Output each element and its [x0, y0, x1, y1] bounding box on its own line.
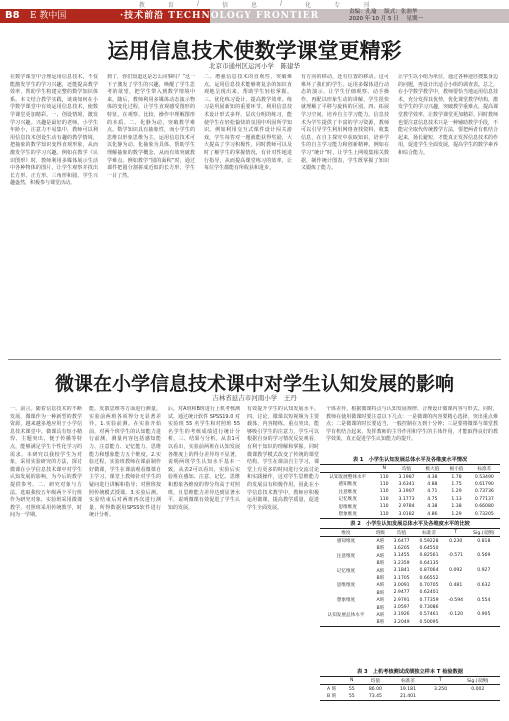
table-cell: 3.1841 [393, 568, 410, 574]
table-cell: 3.2359 [393, 560, 410, 566]
table-cell: 认知发展整体水平 [329, 475, 367, 481]
table-cell [468, 574, 500, 581]
table-cell: 1.29 [444, 510, 468, 518]
table-cell: 4.75 [427, 496, 438, 502]
table-cell: 0.230 [449, 538, 463, 544]
header-decoration-letters [0, 0, 509, 8]
table1-header-cell [320, 465, 375, 473]
table-cell: B 班 [320, 693, 343, 701]
table-cell: 想象维度 [320, 510, 375, 518]
table-cell: 认知发展总体水平 [327, 612, 365, 618]
table-cell: 感知维度 [336, 539, 356, 545]
table-cell: 0.66552 [419, 575, 439, 581]
table-cell [320, 619, 372, 627]
table-row [320, 589, 500, 596]
table-cell: 4.88 [427, 481, 438, 487]
table-row [320, 604, 500, 611]
table1-header-cell: 极大值 [420, 465, 444, 473]
table-cell [444, 604, 468, 611]
table-row [320, 693, 500, 701]
table-cell: 2.9477 [393, 590, 410, 596]
designer-credit: 版式：张润华 [384, 9, 418, 15]
table-cell: 1.13 [451, 496, 462, 502]
table-row [320, 552, 500, 559]
table-cell: 注意维度 [338, 489, 357, 495]
table-cell: 思维维度 [338, 504, 357, 510]
table-cell: 55 [348, 686, 355, 692]
table-cell: 0.002 [471, 686, 485, 692]
table-cell: 记忆维度 [338, 497, 357, 503]
table-cell: 2.9784 [398, 504, 415, 510]
table-cell [320, 574, 372, 581]
table-cell: A班 [376, 568, 385, 574]
table-cell [468, 604, 500, 611]
table-row [320, 567, 500, 574]
table-cell: 19.181 [399, 686, 417, 692]
table-cell [468, 560, 500, 567]
header-letter: 育 [167, 2, 175, 9]
table-cell [444, 545, 468, 552]
table-cell: 想象维度 [336, 598, 356, 604]
table-cell: 3.0597 [393, 605, 410, 611]
table-cell: 21.401 [390, 693, 425, 701]
table3-header-cell: T [426, 677, 456, 685]
table3-caption: 表 3 上机考核测试成绩独立样本 T 检验数据 [357, 669, 463, 675]
table-cell: 0.64135 [419, 560, 439, 566]
table-cell: 110 [379, 474, 389, 480]
article2-column: 后，对A班和B班进行上机考核测试。通过统计软件 SPSS19.0 对实验班 55 名学生和对照班 55 名学生的考核成绩进行统计分析。三、结果与分析。从表1可以看出，实验前两班在认知发展各维度上的得分差异均不显著，说明两班学生认知水平基本一致。从表2可以看出，实验后实验班在感知、注意、记忆、思维和想象各维度的得分均高于对照班，且思维能力差异达到显著水平，说明微课有效促进了学生认知的发展。 [168, 406, 240, 511]
table-row [320, 560, 500, 567]
table-cell: 1.75 [451, 481, 462, 487]
table-row [320, 510, 500, 518]
table-cell: 0.50095 [414, 619, 443, 627]
table-cell: -0.594 [448, 597, 464, 603]
table1-header-cell: N [375, 465, 392, 473]
table-cell: B班 [372, 619, 389, 627]
column-title: ·技术前沿 TECHNOLOGY FRONTIER [120, 11, 320, 21]
table-cell: 1.38 [451, 504, 462, 510]
table-cell: 3.6477 [393, 538, 410, 544]
table-cell: 0.82561 [419, 553, 439, 559]
table-cell [444, 589, 468, 596]
table-cell: 0.632 [477, 582, 491, 588]
page-number: B8 [5, 10, 20, 21]
table-cell [320, 545, 372, 552]
table1-header-row [320, 465, 500, 473]
table-cell: 0.905 [477, 612, 491, 618]
table-cell: 0.481 [449, 582, 463, 588]
table-row [320, 597, 500, 604]
table-row [320, 574, 500, 581]
table-cell: 110 [379, 504, 389, 510]
table-cell: 3.1773 [398, 496, 415, 502]
table-cell [468, 589, 500, 596]
table-cell: 55 [343, 693, 360, 701]
table1-header-cell: 均值 [393, 465, 420, 473]
header-letter: 息 [250, 2, 258, 9]
table1-caption: 表 1 小学生认知发展总体水平及各维度水平情况 [352, 457, 468, 463]
table-cell: 0.62401 [419, 590, 439, 596]
table-cell: 思维维度 [336, 583, 356, 589]
table-cell: 73.45 [360, 693, 390, 701]
table-cell: 3.2049 [389, 619, 415, 627]
editor-credit: 责编：孔瑜 [349, 9, 377, 15]
article2-column: 个体差异，根据微课特点与认知发展规律，合理设计微课内容与形式。同时，教师在使用微课时要注意以下几点：一是微课的内容要精心选择，突出重点难点；二是微课的时长要适当，一般控制在五到十分钟；三是要将微课与课堂教学有机结合起来，发挥教师的主导作用和学生的主体作用，才能取得良好的教学效果，真正促进学生认知能力的提升。 [326, 406, 498, 443]
table-cell: 3.1705 [393, 575, 410, 581]
article1-column: 到了，你们知道这是怎么回事吗？”这一下子激发了学生的兴趣，唤醒了学生思考的欲望，把学生带入到数学情境中来。随后，教师利用多媒体动态演示物体的变化过程，让学生直观感受图形的特征，在观察、比较、操作中理解图形的本质。二、化静为动，突破教学难点。数学知识具有抽象性，而小学生的思维以形象思维为主。运用信息技术可以化静为动、化抽象为具体，帮助学生理解抽象的数学概念，从而有效突破教学难点。例如教学“圆的面积”时，通过课件把圆分割拼成近似的长方形，学生一目了然。 [107, 74, 195, 179]
table-cell: 3.1926 [393, 612, 410, 618]
table-cell: 3.250 [434, 686, 448, 692]
table-cell: A班 [376, 598, 385, 604]
table-cell: 3.0091 [393, 582, 410, 588]
table2-header-cell: Sig.(双侧) [468, 529, 500, 537]
table-cell: 0.73736 [474, 489, 494, 495]
table3-header-row [320, 677, 500, 685]
table-cell: 1.29 [451, 489, 462, 495]
header-letter: / [280, 0, 284, 7]
table2 [320, 528, 500, 627]
table-cell [444, 574, 468, 581]
table-cell: B班 [376, 561, 385, 567]
table-cell [320, 589, 372, 596]
table3-header-cell: 均值 [360, 677, 390, 685]
article-divider [8, 359, 501, 360]
table-cell: 3.6205 [393, 545, 410, 551]
issue-weekday: 星期一 [406, 16, 424, 22]
table-cell [468, 545, 500, 552]
table-cell: 0.66080 [474, 504, 494, 510]
table-cell: 1.78 [451, 474, 462, 480]
table-cell: 0.818 [477, 538, 491, 544]
table-row [320, 481, 500, 488]
article2-title: 微课在小学信息技术课中对学生认知发展的影响 [54, 373, 454, 395]
issue-date: 2020 年 10 月 5 日 [349, 16, 399, 22]
table2-header-cell: T [444, 529, 468, 537]
table-cell: A班 [376, 539, 385, 545]
table-cell: 3.0182 [393, 510, 420, 518]
table-cell: 4.71 [427, 489, 438, 495]
table-row [320, 582, 500, 589]
table-cell [320, 604, 372, 611]
table2-header-cell: 标准差 [414, 529, 443, 537]
table-cell: 注意维度 [336, 553, 356, 559]
table-cell: 0.57461 [419, 612, 439, 618]
table-cell: 4.38 [427, 504, 438, 510]
table1-header-cell: 极小值 [444, 465, 468, 473]
article1-title: 运用信息技术使数学课堂更精彩 [107, 39, 402, 63]
table-cell: 4.86 [420, 510, 444, 518]
header-letter: 教 [138, 2, 146, 9]
table-row [320, 685, 500, 693]
table-cell: -0.120 [448, 612, 464, 618]
table-cell: -0.571 [448, 553, 464, 559]
table-cell: 0.092 [449, 568, 463, 574]
article2-author: 吉林省延吉市河南小学 王丹 [212, 394, 297, 402]
table-cell: B班 [376, 576, 385, 582]
table-cell: B班 [376, 590, 385, 596]
table-cell: A班 [376, 612, 385, 618]
table-cell [426, 693, 456, 701]
header-letter: 刊 [363, 2, 371, 9]
table-cell: 2.9791 [393, 597, 410, 603]
table-cell: 3.6341 [398, 481, 415, 487]
table-row [320, 488, 500, 495]
table-cell [444, 560, 468, 567]
table2-header-cell: 维度 [320, 529, 372, 537]
table-cell: 0.77359 [419, 597, 439, 603]
table-cell: 0.87064 [419, 568, 439, 574]
table-cell: 0.61790 [474, 481, 494, 487]
table-cell: 0.70705 [419, 582, 439, 588]
table3 [320, 676, 500, 701]
table-row [320, 503, 500, 510]
article2-column: 能、发散思维等方面进行测量。实验前两班各项得分无显著差异。1.实验前测。在实验开始前，对两个班学生的认知能力进行前测，测量内容包括感知能力、注意能力、记忆能力、思维能力和想象能力五个维度。2.实验过程。实验班教师在课前制作好微课，学生在课前观看微课自主学习，课堂上教师针对学生的疑问进行讲解和指导；对照班按照传统模式授课。3.实验后测。实验结束后对两班再次进行测量，所得数据用SPSS软件进行统计分析。 [89, 406, 161, 519]
table-cell: 0.73086 [419, 605, 439, 611]
table-cell: A班 [376, 553, 385, 559]
table2-caption: 表 2 小学生认知发展总体水平及各维度水平的比较 [350, 521, 470, 527]
table-cell: 86.00 [368, 686, 382, 692]
header-info [349, 9, 479, 23]
table-cell [444, 619, 468, 627]
table1-header-cell: 标准差 [469, 465, 500, 473]
section-logo: E 教中国 [30, 11, 67, 21]
article2-column: 有效提升学生的认知发展水平。四、讨论。微课以短视频为主要载体，内容精练、重点突出，能够吸引学生的注意力，学生可以根据自身的学习情况反复观看，有利于知识的理解和掌握。同时微课教学模式改变了传统的课堂结构，学生在课前自主学习，课堂上有更多的时间进行交流讨论和实践操作，这对学生思维能力的发展具有积极作用。因此在小学信息技术教学中，教师应积极运用微课，提高教学质量，促进学生全面发展。 [247, 406, 319, 511]
table-cell: 0.569 [477, 553, 491, 559]
table-cell: 110 [375, 510, 392, 518]
table-cell: 3.1455 [393, 553, 410, 559]
table2-header-cell: 班级 [372, 529, 389, 537]
table-cell [468, 619, 500, 627]
table-cell: 感知维度 [338, 482, 357, 488]
article1-column: 在数学课堂中合理运用信息技术，不仅能激发学生的学习兴趣，还能提高教学效率，帮助学生构建完整的数学知识体系。本文结合教学实践，谈谈如何在小学数学课堂中有效运用信息技术，使数学课堂更加精彩。一、创设情境，激发学习兴趣。兴趣是最好的老师。小学生年龄小，注意力不易集中，教师可以利用信息技术创设生动有趣的教学情境，把抽象的数学知识变得直观形象，从而激发学生的学习兴趣。例如在教学《认识图形》时，教师利用多媒体展示生活中各种物体的图片，让学生观察并找出长方形、正方形、三角形和圆，学生兴趣盎然，积极参与课堂活动。 [10, 74, 98, 187]
table-cell: A班 [376, 583, 385, 589]
table-row [320, 496, 500, 503]
table1 [320, 464, 500, 519]
table-cell: 0.77137 [474, 496, 494, 502]
table-cell [320, 560, 372, 567]
table-cell [456, 693, 500, 701]
table3-header-cell: N [343, 677, 360, 685]
table2-header-row [320, 529, 500, 537]
table-cell: B班 [376, 605, 385, 611]
header-letter: 专 [334, 2, 342, 9]
table-row [320, 611, 500, 618]
table-row [320, 619, 500, 627]
header-letter: / [196, 0, 200, 7]
table3-header-cell: 标准差 [390, 677, 425, 685]
table-cell: 110 [379, 481, 389, 487]
table-cell: 4.38 [427, 474, 438, 480]
table-cell: 0.927 [477, 568, 491, 574]
article1-author: 北京市通州区运河小学 陈建华 [209, 62, 300, 70]
article1-column: 二、增强信息技术的直观性，突破难点。运用信息技术能够将复杂的知识直观地呈现出来，帮助学生轻松掌握。三、优化练习设计，提高教学效率。练习是巩固新知的重要环节。利用信息技术设计形式多样、层次分明的练习，能使学生在轻松愉快的氛围中巩固所学知识。例如利用交互式课件设计闯关游戏，学生每答对一题就能获得奖励，大大提高了学习积极性。同时教师可以及时了解学生的掌握情况，有针对性地进行指导，从而提高课堂练习的效率，让每位学生都能有所收获和进步。 [204, 74, 292, 172]
table-cell: 110 [379, 496, 389, 502]
table-cell: 0.554 [477, 597, 491, 603]
table2-header-cell: 均值 [389, 529, 415, 537]
article2-column: 一、前言。随着信息技术的不断发展，微课作为一种新型的教学资源，越来越多地应用于小学信息技术课堂中。微课具有短小精悍、主题突出、便于传播等特点，能够满足学生个性化学习的需求。本研究以我校学生为对象，采用实验研究的方法，探讨微课在小学信息技术课中对学生认知发展的影响，为今后的教学提供参考。二、研究对象与方法。选取我校五年级两个平行班作为研究对象，实验班采用微课教学，对照班采用传统教学，时间为一学期。 [10, 406, 82, 519]
table3-header-cell [320, 677, 343, 685]
article1-column: 有方向的移动，还有位置的移动。这可难坏了我们的学生。运用多媒体进行动态的演示，让学生仔细观察、动手操作，再配以形象生动的讲解，学生很快就理解了平移与旋转的区别。四、拓展学习空间，培养自主学习能力。信息技术为学生提供了丰富的学习资源，教师可以引导学生利用网络查找资料、收集信息，在自主探究中获取知识，培养学生的自主学习能力和创新精神。例如在学习“统计”时，让学生上网收集相关数据，制作统计图表，学生既掌握了知识又锻炼了能力。 [301, 74, 389, 172]
table-cell: 0.73205 [469, 510, 500, 518]
header-letter: 信 [221, 2, 229, 9]
article1-column: 让学生以小组为单位，通过各种途径搜集身边的问题，再设计出适合小组的调查表。总之，在小学数学教学中，教师要恰当地运用信息技术，充分发挥其优势，优化课堂教学结构，激发学生的学习兴趣，突破教学重难点，提高课堂教学效率，让数学课堂更加精彩。同时教师也要注意信息技术只是一种辅助教学手段，不能完全取代传统教学方法，要把两者有机结合起来，扬长避短，才能真正发挥信息技术的作用，促进学生全面发展，提高学生的数学素养和综合能力。 [398, 74, 498, 156]
table-cell: 3.1907 [398, 489, 415, 495]
table-row [320, 537, 500, 545]
table-cell: 0.53490 [474, 474, 494, 480]
table-cell: 110 [379, 489, 389, 495]
table-cell: 0.64550 [419, 545, 439, 551]
page-header [0, 0, 509, 26]
table-row [320, 473, 500, 481]
table-cell: 记忆维度 [336, 568, 356, 574]
table-cell: 3.1987 [398, 474, 415, 480]
header-letter: 化 [305, 2, 313, 9]
table-cell: A 班 [326, 687, 337, 693]
table3-header-cell: Sig.(双侧) [456, 677, 500, 685]
table-row [320, 545, 500, 552]
table-cell: 0.59228 [419, 538, 439, 544]
table-cell: B班 [376, 546, 385, 552]
